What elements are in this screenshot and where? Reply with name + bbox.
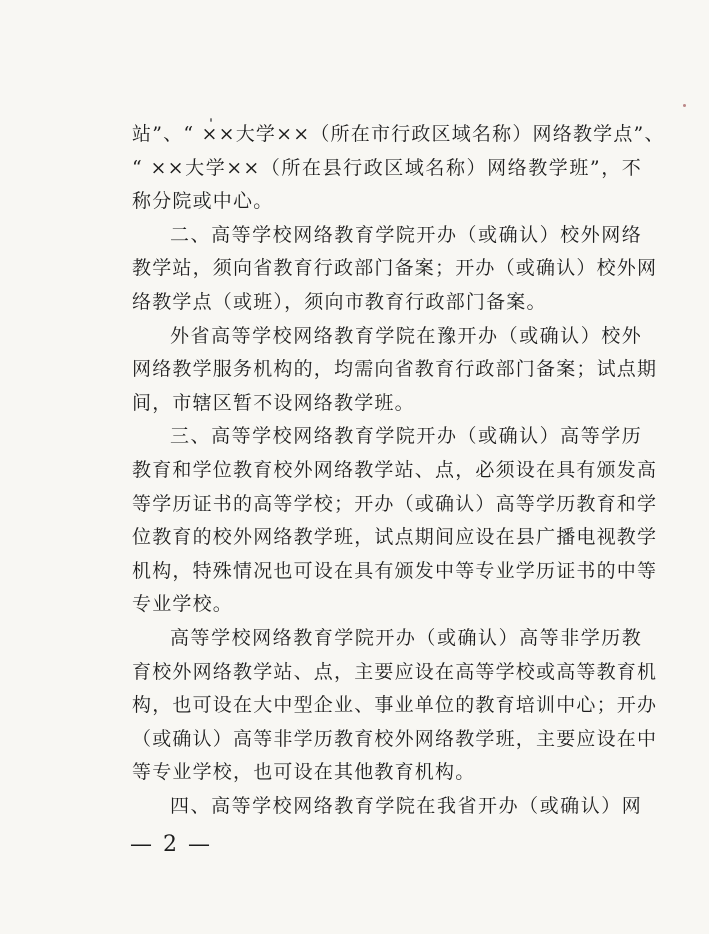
text-line: 站”、“ ××大学××（所在市行政区域名称）网络教学点”、 (132, 123, 665, 145)
text-line: 教育和学位教育校外网络教学站、点，必须设在具有颁发高 (132, 458, 658, 481)
paragraph-start-line: 外省高等学校网络教育学院在豫开办（或确认）校外 (170, 324, 642, 347)
text-line: “ ××大学××（所在县行政区域名称）网络教学班”，不 (132, 156, 642, 179)
text-line: 等学历证书的高等学校；开办（或确认）高等学历教育和学 (132, 492, 658, 515)
text-line: 构，也可设在大中型企业、事业单位的教育培训中心；开办 (132, 694, 658, 717)
text-line: 教学站，须向省教育行政部门备案；开办（或确认）校外网 (132, 257, 658, 280)
text-line: 等专业学校，也可设在其他教育机构。 (132, 761, 476, 784)
paragraph-start-line: 高等学校网络教育学院开办（或确认）高等非学历教 (170, 626, 642, 649)
text-line: 育校外网络教学站、点，主要应设在高等学校或高等教育机 (132, 660, 658, 683)
text-line: 位教育的校外网络教学班，试点期间应设在县广播电视教学 (132, 526, 658, 549)
paragraph-start-line: 四、高等学校网络教育学院在我省开办（或确认）网 (170, 794, 642, 817)
paragraph-start-line: 二、高等学校网络教育学院开办（或确认）校外网络 (170, 223, 642, 246)
page-number: — 2 — (130, 832, 212, 857)
scan-speck (683, 104, 686, 107)
text-line: 机构，特殊情况也可设在具有颁发中等专业学历证书的中等 (132, 559, 658, 582)
text-line: 网络教学服务机构的，均需向省教育行政部门备案；试点期 (132, 358, 658, 381)
document-body (132, 118, 665, 823)
paragraph-start-line: 三、高等学校网络教育学院开办（或确认）高等学历 (170, 425, 642, 448)
text-line: 称分院或中心。 (132, 190, 274, 213)
text-line: 间，市辖区暂不设网络教学班。 (132, 391, 415, 414)
text-line: 络教学点（或班），须向市教育行政部门备案。 (132, 290, 547, 313)
text-line: （或确认）高等非学历教育校外网络教学班，主要应设在中 (132, 727, 658, 750)
text-line: 专业学校。 (132, 593, 234, 616)
